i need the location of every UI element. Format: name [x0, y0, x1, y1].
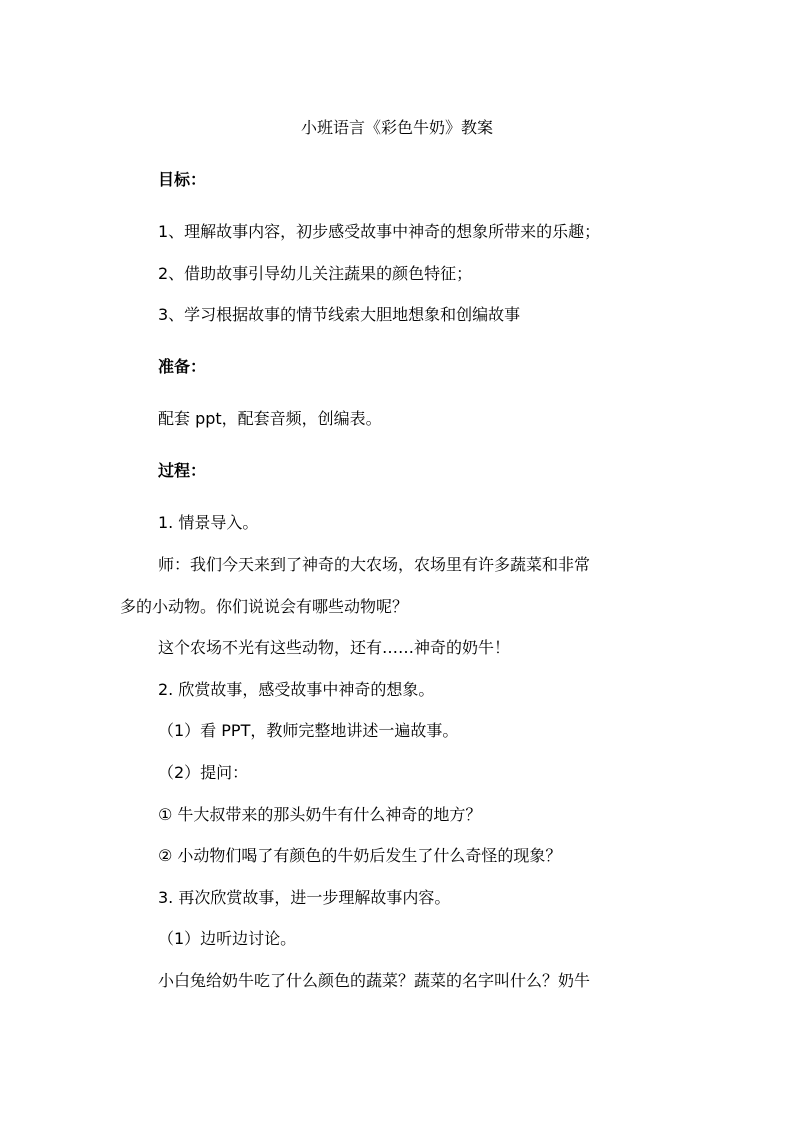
goal-item-1: 1、理解故事内容，初步感受故事中神奇的想象所带来的乐趣；: [158, 222, 601, 241]
process-step-3: 3. 再次欣赏故事，进一步理解故事内容。: [158, 888, 451, 907]
process-question: ② 小动物们喝了有颜色的牛奶后发生了什么奇怪的现象？: [158, 846, 562, 865]
process-paragraph: 这个农场不光有这些动物，还有……神奇的奶牛！: [158, 638, 511, 657]
process-paragraph-continued: 多的小动物。你们说说会有哪些动物呢？: [120, 597, 409, 616]
process-step-1: 1. 情景导入。: [158, 513, 259, 532]
process-substep: （2）提问：: [158, 763, 249, 782]
goal-item-2: 2、借助故事引导幼儿关注蔬果的颜色特征；: [158, 264, 473, 283]
prep-text: 配套 ppt，配套音频，创编表。: [158, 409, 382, 428]
process-paragraph: 小白兔给奶牛吃了什么颜色的蔬菜？蔬菜的名字叫什么？奶牛: [158, 971, 591, 990]
process-question: ① 牛大叔带来的那头奶牛有什么神奇的地方？: [158, 805, 482, 824]
process-step-2: 2. 欣赏故事，感受故事中神奇的想象。: [158, 680, 435, 699]
document-title: 小班语言《彩色牛奶》教案: [300, 118, 493, 137]
prep-heading: 准备：: [158, 357, 207, 376]
process-substep: （1）看 PPT，教师完整地讲述一遍故事。: [158, 721, 459, 740]
goal-item-3: 3、学习根据故事的情节线索大胆地想象和创编故事: [158, 305, 521, 324]
process-heading: 过程：: [158, 461, 207, 480]
goals-heading: 目标：: [158, 170, 207, 189]
process-paragraph: 师：我们今天来到了神奇的大农场，农场里有许多蔬菜和非常: [158, 555, 591, 574]
process-substep: （1）边听边讨论。: [158, 929, 297, 948]
